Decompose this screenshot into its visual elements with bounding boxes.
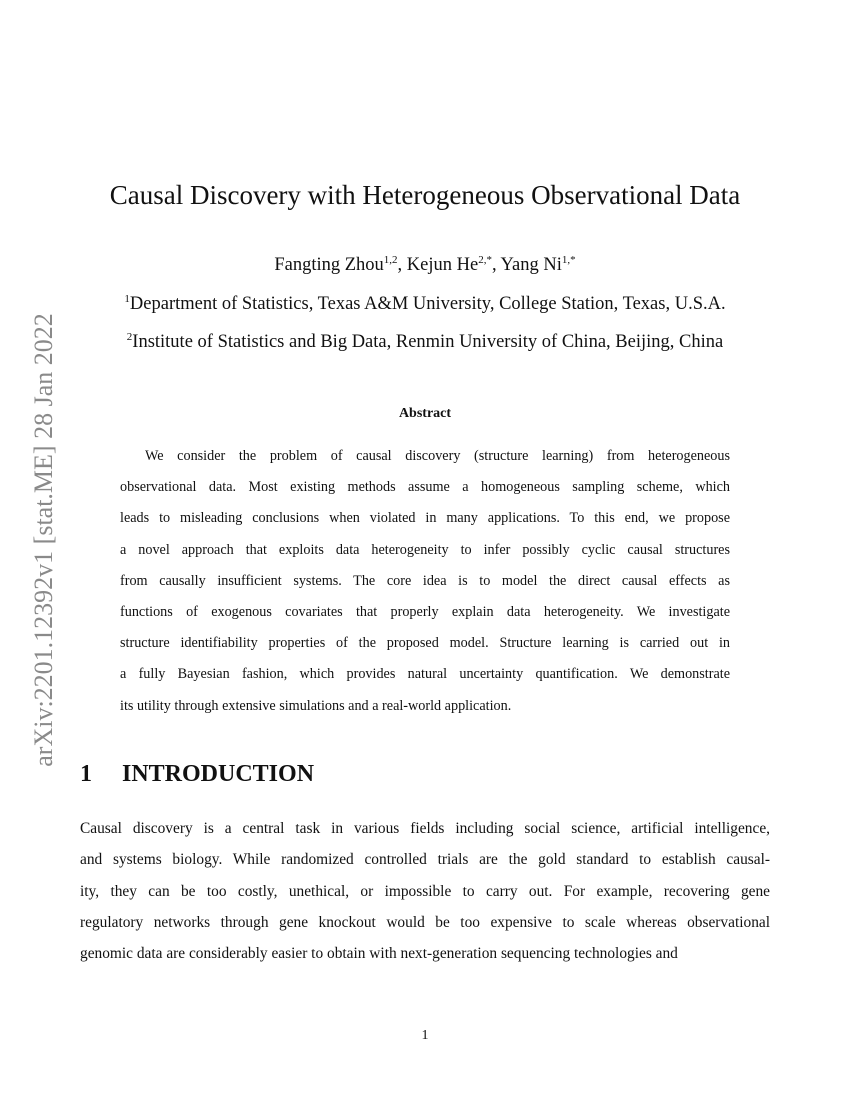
- arxiv-stamp: arXiv:2201.12392v1 [stat.ME] 28 Jan 2022: [29, 313, 58, 767]
- section-heading: 1 INTRODUCTION: [80, 761, 315, 787]
- text-line: Causal discovery is a central task in various fields including social science, artificial intelligence,: [80, 820, 770, 837]
- text-line: a fully Bayesian fashion, which provides natural uncertainty quantification. We demonstrate: [120, 666, 730, 683]
- text-line: structure identifiability properties of the proposed model. Structure learning is carried out in: [120, 635, 730, 652]
- text-line: We consider the problem of causal discovery (structure learning) from heterogeneous: [145, 448, 730, 464]
- text-line: regulatory networks through gene knockout would be too expensive to scale whereas observational: [80, 913, 770, 931]
- affiliation-1: $^1$Department of Statistics, Texas A&M University, College Station, Texas, U.S.A.: [124, 293, 726, 314]
- text-line: observational data. Most existing methods assume a homogeneous sampling scheme, which: [120, 479, 730, 496]
- paper-title: Causal Discovery with Heterogeneous Observational Data: [109, 180, 741, 210]
- text-line: leads to misleading conclusions when violated in many applications. To this end, we propose: [120, 510, 730, 527]
- text-line: and systems biology. While randomized controlled trials are the gold standard to establish causal-: [80, 851, 770, 869]
- page-number: 1: [421, 1028, 429, 1043]
- author: Yang $Ni^{1,*}$: [500, 254, 576, 275]
- text-line: functions of exogenous covariates that properly explain data heterogeneity. We investigate: [120, 604, 730, 620]
- text-line: ity, they can be too costly, unethical, or impossible to carry out. For example, recovering gene: [80, 882, 770, 900]
- text-line: from causally insufficient systems. The core idea is to model the direct causal effects as: [120, 572, 730, 589]
- author-list: [0, 255, 850, 276]
- affiliation-2: $^2$Institute of Statistics and Big Data, Renmin University of China, Beijing, China: [126, 331, 724, 352]
- text-line: its utility through extensive simulations and a real-world application.: [120, 697, 512, 714]
- text-line: genomic data are considerably easier to obtain with next-generation sequencing technologies and: [80, 945, 678, 963]
- author: Kejun $He^{2,*}$,: [406, 254, 501, 275]
- author: Fangting Zhou$^{1,2}$,: [274, 254, 407, 275]
- text-line: a novel approach that exploits data heterogeneity to infer possibly cyclic causal structures: [120, 541, 730, 558]
- abstract-heading: Abstract: [398, 406, 452, 421]
